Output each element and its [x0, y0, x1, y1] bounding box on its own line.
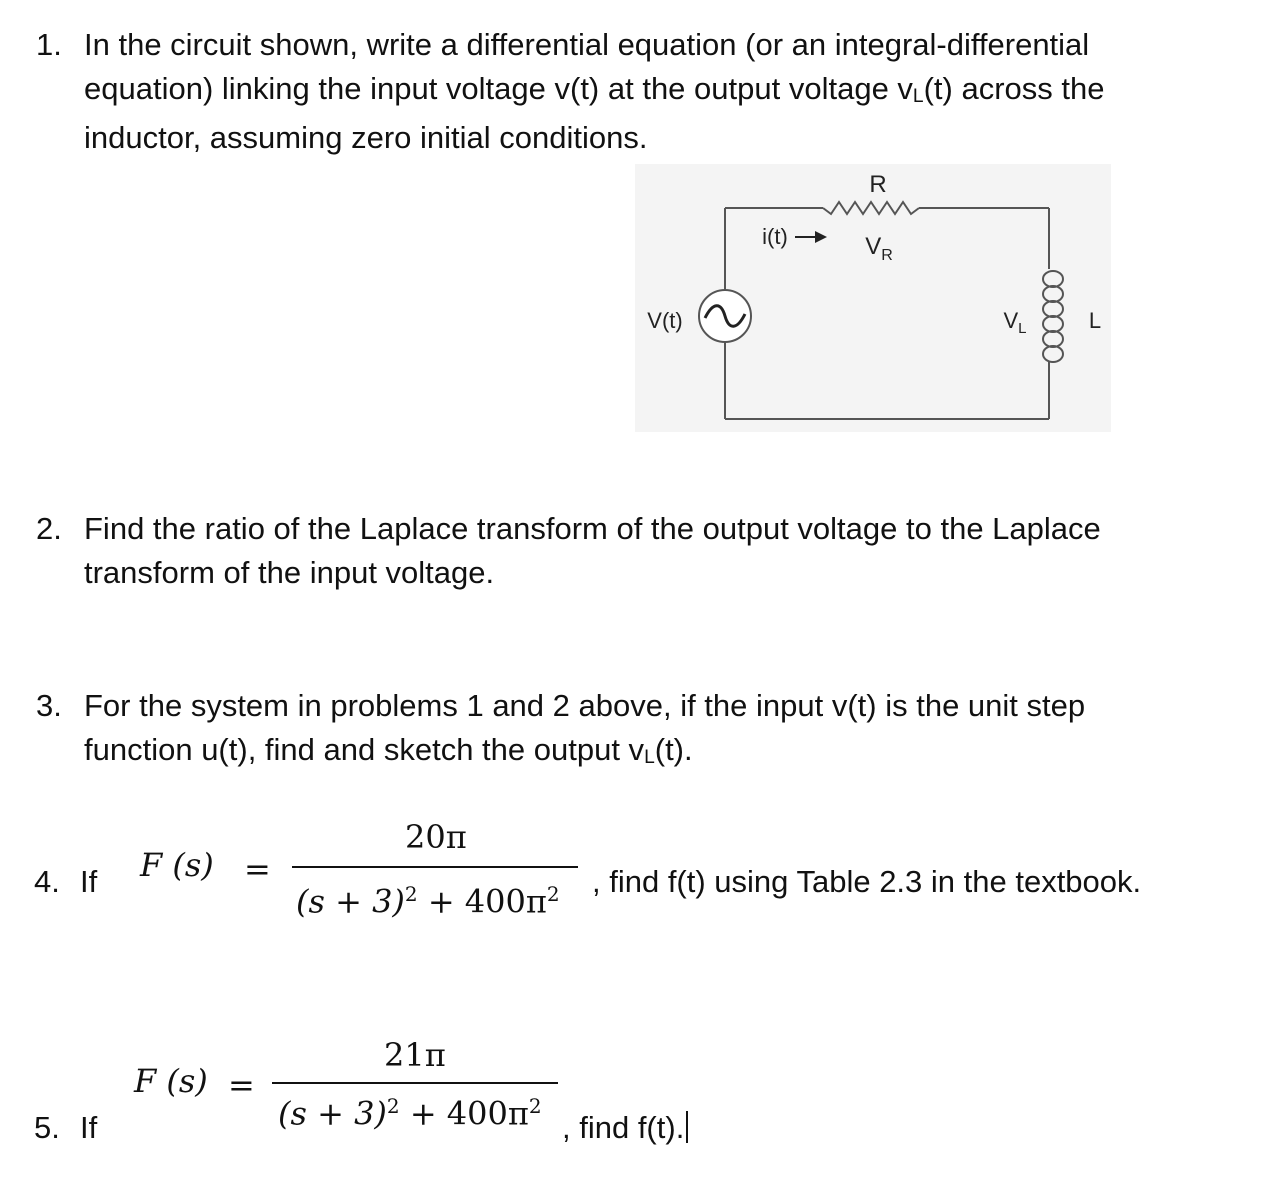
fraction-bar: [272, 1082, 558, 1084]
source-label: V(t): [647, 308, 683, 333]
problem-4: [0, 800, 1280, 960]
function-lhs: F (s): [134, 1062, 208, 1100]
problem-number: 5.: [34, 1110, 60, 1145]
problem-text: In the circuit shown, write a differential equation (or an integral-differential equation) linking the input voltage v(t) at the output voltage vL(t) across the inductor, assuming zero initial conditions.: [84, 27, 1105, 155]
equals-sign: =: [228, 1066, 255, 1104]
text-cursor: [686, 1111, 688, 1143]
if-label: If: [80, 864, 98, 899]
problem-number: 3.: [36, 688, 62, 723]
problem-text: Find the ratio of the Laplace transform of the output voltage to the Laplace transform of the input voltage.: [84, 511, 1101, 590]
problem-tail-text: , find f(t) using Table 2.3 in the textbook.: [592, 864, 1142, 899]
numerator: 20π: [405, 818, 467, 856]
problem-tail-text: , find f(t).: [562, 1106, 688, 1150]
vl-label: $V_L$: [1003, 308, 1027, 337]
problem-number: 4.: [34, 864, 60, 899]
problem-text: For the system in problems 1 and 2 above, if the input v(t) is the unit step function u(t), find and sketch the output vL(t).: [84, 688, 1086, 768]
denominator: $(s + 3)^2 + 400\pi^2$: [278, 1094, 542, 1133]
problem-number: 1.: [36, 27, 62, 62]
inductor-label: L: [1088, 308, 1102, 333]
vr-label: $V_R$: [865, 233, 893, 264]
problem-2: [0, 507, 1280, 597]
problem-3: [0, 684, 1280, 774]
circuit-diagram: [635, 164, 1111, 432]
if-label: If: [80, 1110, 98, 1145]
numerator: 21π: [384, 1036, 446, 1074]
equals-sign: =: [244, 850, 271, 888]
function-lhs: F (s): [140, 846, 214, 884]
denominator: $(s + 3)^2 + 400\pi^2$: [296, 882, 560, 921]
problem-1: [0, 23, 1280, 163]
problem-5: [0, 1020, 1280, 1180]
fraction-bar: [292, 866, 578, 868]
problem-number: 2.: [36, 511, 62, 546]
current-label: i(t): [762, 224, 788, 249]
resistor-label: R: [869, 171, 887, 198]
